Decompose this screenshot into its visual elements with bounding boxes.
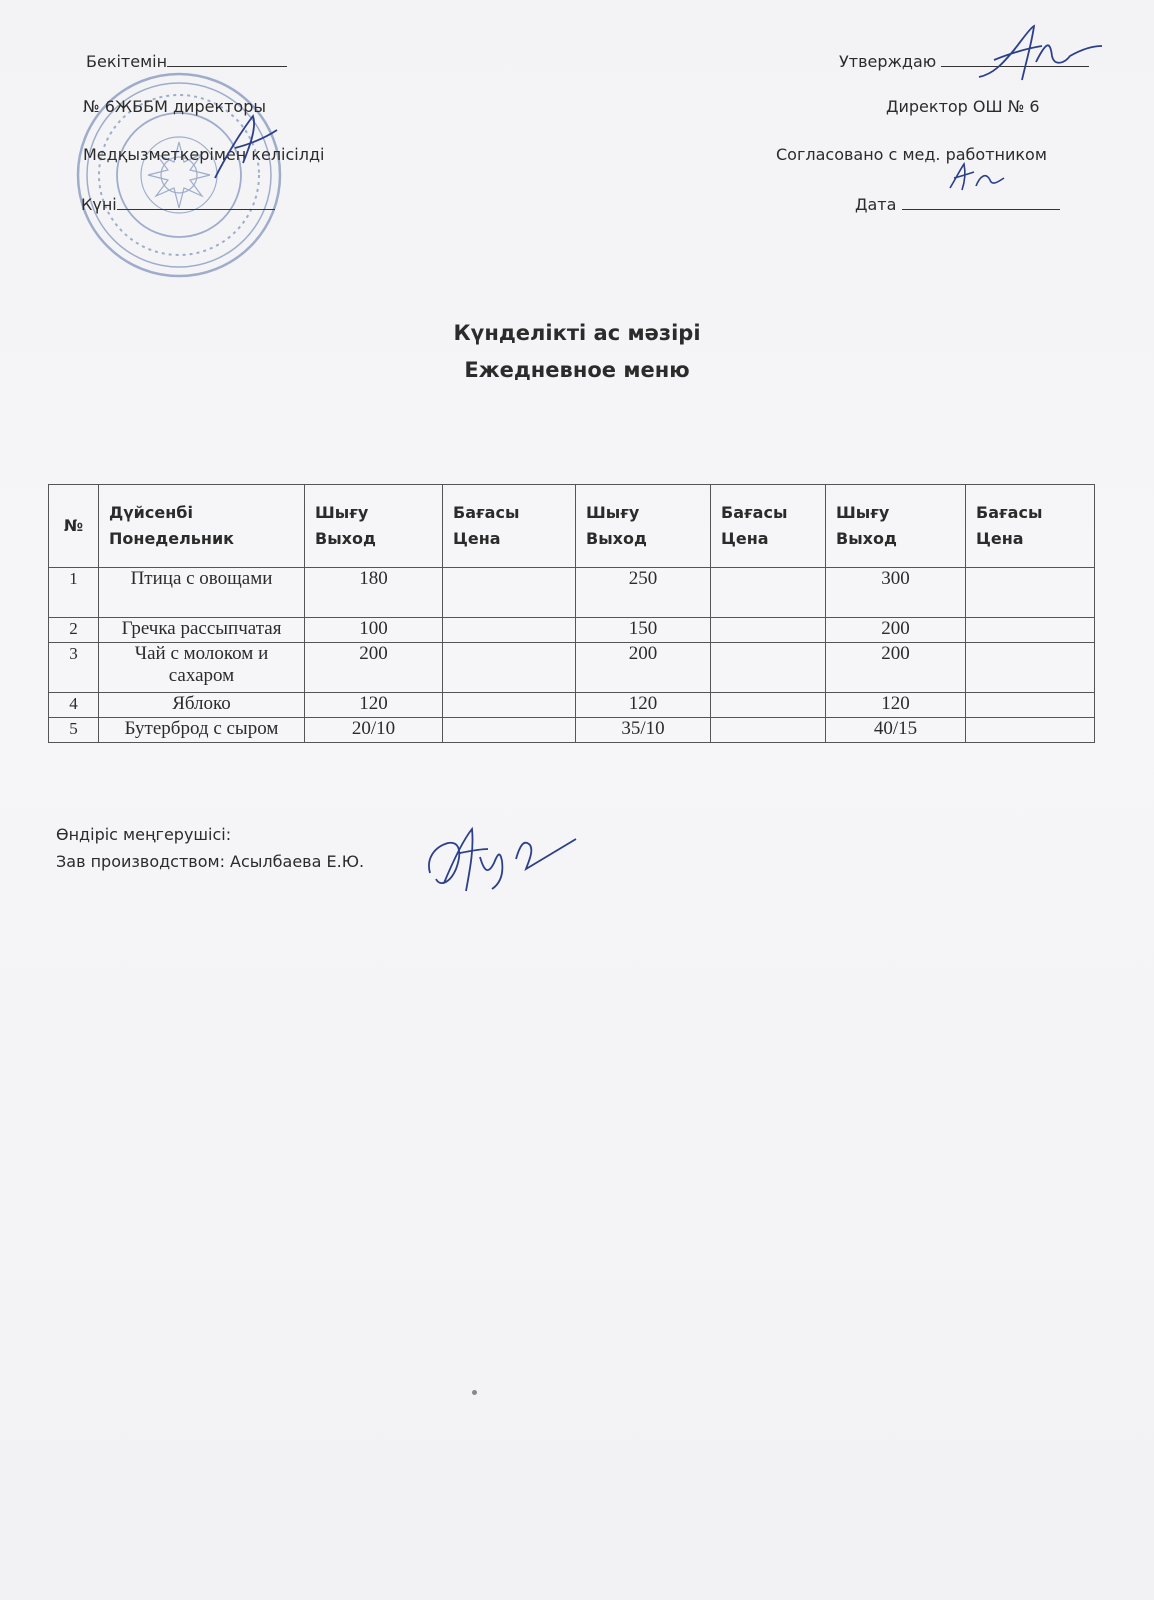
table-row [49,693,1095,718]
output-2: 35/10 [576,718,711,743]
output-1: 120 [305,693,443,718]
price-3 [966,618,1095,643]
price-1 [443,718,576,743]
price-1 [443,643,576,693]
table-header-row [49,485,1095,568]
date-line-kz [117,193,275,210]
header-price-2: Бағасы Цена [711,485,826,568]
row-number: 1 [49,568,99,618]
output-1: 20/10 [305,718,443,743]
price-3 [966,693,1095,718]
header-output-3: Шығу Выход [826,485,966,568]
approve-signature-line-kz [167,50,287,67]
price-3 [966,643,1095,693]
price-2 [711,643,826,693]
output-2: 150 [576,618,711,643]
production-head-label-kz: Өндіріс меңгерушісі: [56,825,232,844]
output-2: 120 [576,693,711,718]
output-3: 200 [826,643,966,693]
header-number: № [49,485,99,568]
header-day: Дүйсенбі Понедельник [99,485,305,568]
row-number: 3 [49,643,99,693]
output-3: 300 [826,568,966,618]
table-row [49,718,1095,743]
price-2 [711,568,826,618]
director-signature-ru [974,22,1104,87]
table-row [49,568,1095,618]
dish-name: Чай с молоком и сахаром [99,643,305,693]
title-kazakh: Күнделікті ас мәзірі [453,321,701,345]
output-1: 180 [305,568,443,618]
price-3 [966,718,1095,743]
med-worker-signature [946,160,1006,194]
dish-name: Яблоко [99,693,305,718]
table-row [49,643,1095,693]
price-2 [711,693,826,718]
dish-name: Птица с овощами [99,568,305,618]
price-1 [443,693,576,718]
output-1: 100 [305,618,443,643]
director-signature-kz [205,108,285,183]
output-3: 120 [826,693,966,718]
director-label-kz: № 6ЖББМ директоры [83,97,267,116]
med-agreed-label-ru: Согласовано с мед. работником [776,145,1047,164]
output-2: 200 [576,643,711,693]
dish-name: Бутерброд с сыром [99,718,305,743]
price-1 [443,568,576,618]
date-label-kz: Күні [81,193,275,214]
paper-speck [472,1390,477,1395]
row-number: 2 [49,618,99,643]
row-number: 5 [49,718,99,743]
header-output-2: Шығу Выход [576,485,711,568]
approve-label-kz: Бекітемін [86,50,287,71]
date-line-ru [902,193,1060,210]
price-1 [443,618,576,643]
header-price-3: Бағасы Цена [966,485,1095,568]
menu-table [48,484,1095,743]
price-2 [711,618,826,643]
title-russian: Ежедневное меню [464,358,690,382]
output-3: 40/15 [826,718,966,743]
output-2: 250 [576,568,711,618]
table-row [49,618,1095,643]
row-number: 4 [49,693,99,718]
dish-name: Гречка рассыпчатая [99,618,305,643]
header-output-1: Шығу Выход [305,485,443,568]
production-head-label-ru: Зав производством: Асылбаева Е.Ю. [56,852,365,871]
output-1: 200 [305,643,443,693]
header-price-1: Бағасы Цена [443,485,576,568]
price-3 [966,568,1095,618]
approve-label-ru: Утверждаю [839,50,1089,71]
date-label-ru: Дата [855,193,1060,214]
production-head-signature [420,823,580,898]
director-label-ru: Директор ОШ № 6 [886,97,1040,116]
med-agreed-label-kz: Медқызметкерімен келісілді [83,145,325,164]
output-3: 200 [826,618,966,643]
price-2 [711,718,826,743]
